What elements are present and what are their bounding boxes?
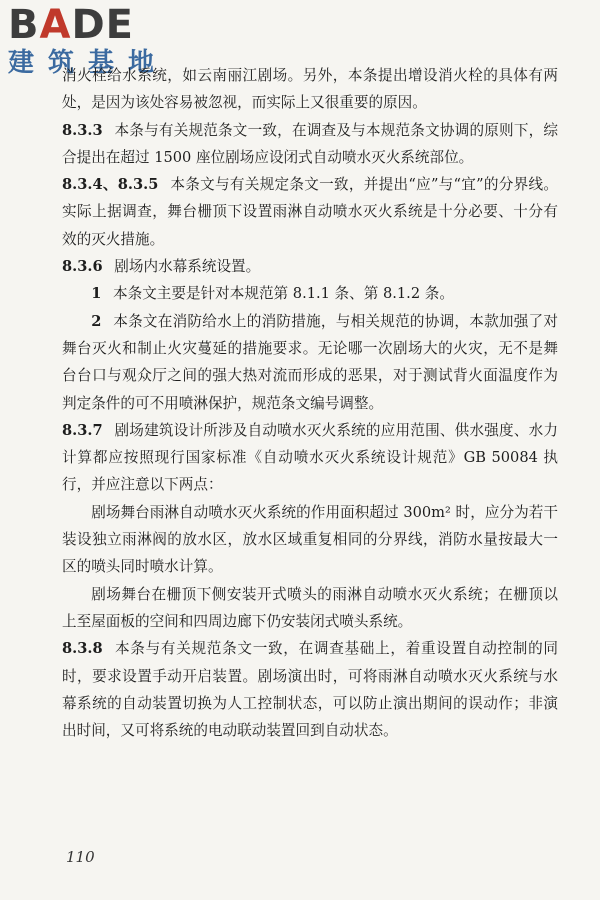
item-number: 1 xyxy=(91,285,102,303)
clause-8-3-8 xyxy=(62,635,558,744)
paragraph-text: 剧场建筑设计所涉及自动喷水灭火系统的应用范围、供水强度、水力计算都应按照现行国家标准《自动喷水灭火系统设计规范》GB 50084 执行，并应注意以下两点： xyxy=(62,421,558,494)
paragraph-text: 本条与有关规范条文一致，在调查及与本规范条文协调的原则下，综合提出在超过 1500 座位剧场应设闭式自动喷水灭火系统部位。 xyxy=(62,121,558,166)
clause-8-3-7-point-2 xyxy=(62,581,558,636)
logo-letter-a: A xyxy=(39,2,72,48)
page-number: 110 xyxy=(66,848,95,866)
logo-letter-b: B xyxy=(8,2,40,48)
paragraph-text: 剧场内水幕系统设置。 xyxy=(114,258,261,276)
clause-8-3-6-item-1 xyxy=(62,280,558,307)
clause-8-3-3 xyxy=(62,117,558,172)
logo-wordmark xyxy=(8,4,178,46)
clause-8-3-7-point-1 xyxy=(62,499,558,581)
clause-number: 8.3.7 xyxy=(62,421,103,439)
document-body xyxy=(62,62,558,744)
clause-8-3-6 xyxy=(62,253,558,280)
clause-number: 8.3.3 xyxy=(62,121,103,139)
paragraph-text: 剧场舞台在栅顶下侧安装开式喷头的雨淋自动喷水灭火系统；在栅顶以上至屋面板的空间和四周边廊下仍安装闭式喷头系统。 xyxy=(62,585,558,630)
clause-8-3-7 xyxy=(62,417,558,499)
logo-subtitle: 建筑基地 xyxy=(8,48,169,78)
clause-number: 8.3.8 xyxy=(62,640,103,658)
logo-letters-de: DE xyxy=(71,2,134,48)
paragraph-text: 本条与有关规范条文一致，在调查基础上，着重设置自动控制的同时，要求设置手动开启装置。剧场演出时，可将雨淋自动喷水灭火系统与水幕系统的自动装置切换为人工控制状态，可以防止演出期间的误动作；非演出时间，又可将系统的电动联动装置回到自动状态。 xyxy=(62,640,558,740)
clause-8-3-4-8-3-5 xyxy=(62,171,558,253)
paragraph-continuation xyxy=(62,62,558,117)
clause-8-3-6-item-2 xyxy=(62,308,558,417)
paragraph-text: 消火栓给水系统，如云南丽江剧场。另外，本条提出增设消火栓的具体有两处，是因为该处容易被忽视，而实际上又很重要的原因。 xyxy=(62,67,558,112)
paragraph-text: 本条文与有关规定条文一致，并提出“应”与“宜”的分界线。实际上据调查，舞台栅顶下设置雨淋自动喷水灭火系统是十分必要、十分有效的灭火措施。 xyxy=(62,176,558,248)
clause-number: 8.3.6 xyxy=(62,258,103,276)
paragraph-text: 剧场舞台雨淋自动喷水灭火系统的作用面积超过 300m² 时，应分为若干装设独立雨淋阀的放水区，放水区域重复相同的分界线，消防水量按最大一区的喷头同时喷水计算。 xyxy=(62,503,558,576)
item-number: 2 xyxy=(91,312,102,330)
paragraph-text: 本条文在消防给水上的消防措施，与相关规范的协调，本款加强了对舞台灭火和制止火灾蔓延的措施要求。无论哪一次剧场大的火灾，无不是舞台台口与观众厅之间的强大热对流而形成的恶果，对于测试背火面温度作为判定条件的可不用喷淋保护，规范条文编号调整。 xyxy=(62,312,558,412)
clause-number: 8.3.4、8.3.5 xyxy=(62,176,159,194)
paragraph-text: 本条文主要是针对本规范第 8.1.1 条、第 8.1.2 条。 xyxy=(113,285,454,303)
